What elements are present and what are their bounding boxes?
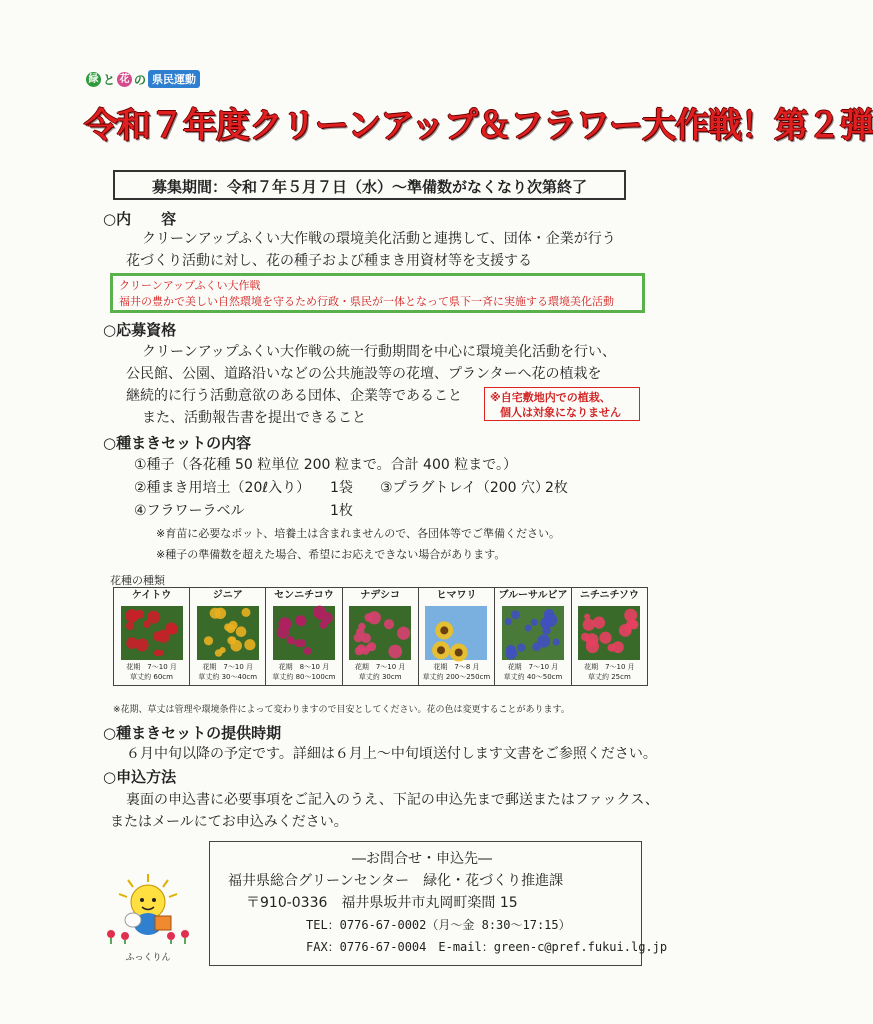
flower-photo bbox=[349, 606, 411, 660]
flower-info bbox=[343, 660, 418, 685]
flower-note: ※花期、草丈は管理や環境条件によって変わりますので目安としてください。花の色は変更することがあります。 bbox=[113, 705, 570, 715]
contact-fax-email[interactable]: FAX：0776-67-0004 E-mail：green-c@pref.fukui.lg.jp bbox=[306, 940, 668, 954]
flower-info bbox=[266, 660, 341, 685]
flower-height: 草丈約 60cm bbox=[130, 673, 173, 681]
shikaku-heading: ○応募資格 bbox=[103, 321, 177, 339]
flower-photo bbox=[425, 606, 487, 660]
badge-box: 県民運動 bbox=[148, 70, 200, 88]
flower-photo bbox=[273, 606, 335, 660]
contact-org: 福井県総合グリーンセンター 緑化・花づくり推進課 bbox=[228, 873, 564, 889]
flower-info bbox=[495, 660, 571, 685]
flower-photo bbox=[121, 606, 183, 660]
flower-name: ニチニチソウ bbox=[579, 590, 639, 601]
cleanup-box-title: クリーンアップふくい大作戦 bbox=[119, 279, 261, 292]
houhou-line-1: 裏面の申込書に必要事項をご記入のうえ、下記の申込先まで郵送またはファックス、 bbox=[126, 792, 659, 808]
flower-height: 草丈約 200～250cm bbox=[422, 673, 491, 681]
eligibility-note-line-1: ※自宅敷地内での植栽、 bbox=[490, 391, 611, 404]
flower-cell bbox=[495, 588, 572, 686]
flower-height: 草丈約 25cm bbox=[587, 673, 631, 681]
badge-text-2: の bbox=[134, 72, 147, 87]
set-item-3-qty: 2枚 bbox=[545, 480, 568, 496]
contact-address: 〒910-0336 福井県坂井市丸岡町楽間 15 bbox=[246, 895, 518, 911]
flower-caption: 花種の種類 bbox=[110, 574, 165, 587]
jiki-text: ６月中旬以降の予定です。詳細は６月上～中旬頃送付します文書をご参照ください。 bbox=[126, 746, 657, 762]
flower-name: ジニア bbox=[212, 590, 243, 601]
flower-cell bbox=[190, 588, 266, 686]
flower-period: 花期 7～10 月 bbox=[507, 663, 559, 671]
flower-info bbox=[419, 660, 495, 685]
flower-photo bbox=[197, 606, 259, 660]
eligibility-note bbox=[484, 387, 640, 421]
flower-name: ケイトウ bbox=[131, 590, 172, 601]
flower-name: ヒマワリ bbox=[436, 590, 477, 601]
flower-name: センニチコウ bbox=[274, 590, 334, 601]
flower-height: 草丈約 40～50cm bbox=[503, 673, 563, 681]
shikaku-line-1: クリーンアップふくい大作戦の統一行動期間を中心に環境美化活動を行い、 bbox=[142, 344, 617, 360]
naiyo-line-2: 花づくり活動に対し、花の種子および種まき用資材等を支援する bbox=[126, 253, 532, 269]
cleanup-box-text: 福井の豊かで美しい自然環境を守るため行政・県民が一体となって県下一斉に実施する環境美化活動 bbox=[119, 295, 614, 308]
shikaku-line-2: 公民館、公園、道路沿いなどの公共施設等の花壇、プランターへ花の植栽を bbox=[126, 366, 602, 382]
set-item-3: ③プラグトレイ（200 穴） bbox=[380, 480, 550, 496]
flower-period: 花期 8～10 月 bbox=[278, 663, 330, 671]
set-item-2-qty: 1袋 bbox=[330, 480, 353, 496]
page-title: 令和７年度クリーンアップ＆フラワー大作戦！第２弾 bbox=[84, 106, 873, 146]
flower-period: 花期 7～10 月 bbox=[126, 663, 177, 671]
badge-text: と bbox=[103, 72, 116, 87]
flower-info bbox=[190, 660, 265, 685]
flower-height: 草丈約 30～40cm bbox=[198, 673, 258, 681]
flower-period: 花期 7～10 月 bbox=[202, 663, 254, 671]
flower-period: 花期 7～8 月 bbox=[433, 663, 480, 671]
naiyo-heading: ○内 容 bbox=[103, 210, 177, 228]
set-item-4: ④フラワーラベル bbox=[134, 503, 245, 519]
mascot-name: ふっくりん bbox=[125, 953, 171, 963]
flower-info bbox=[114, 660, 189, 685]
shikaku-line-4: また、活動報告書を提出できること bbox=[142, 410, 366, 426]
eligibility-note-line-2: 個人は対象になりません bbox=[500, 406, 621, 419]
flower-cell bbox=[418, 588, 495, 686]
contact-box bbox=[209, 841, 668, 966]
flower-cell bbox=[266, 588, 342, 686]
cleanup-definition-box bbox=[110, 273, 645, 313]
set-item-4-qty: 1枚 bbox=[330, 503, 353, 519]
flower-cell bbox=[571, 588, 647, 686]
flower-height: 草丈約 80～100cm bbox=[272, 673, 336, 681]
flower-period: 花期 7～10 月 bbox=[584, 663, 635, 671]
set-note-1: ※育苗に必要なポット、培養土は含まれませんので、各団体等でご準備ください。 bbox=[156, 527, 561, 540]
mascot bbox=[103, 872, 193, 962]
flower-photo bbox=[502, 606, 564, 660]
flower-cell bbox=[114, 588, 190, 686]
set-item-1: ①種子（各花種 50 粒単位 200 粒まで。合計 400 粒まで。） bbox=[134, 457, 517, 473]
naiyo-line-1: クリーンアップふくい大作戦の環境美化活動と連携して、団体・企業が行う bbox=[142, 231, 616, 247]
badge-pink-circle: 花 bbox=[117, 72, 132, 87]
set-item-2: ②種まき用培土（20ℓ入り） bbox=[134, 480, 311, 496]
contact-tel[interactable]: TEL：0776-67-0002（月～金 8:30～17:15） bbox=[306, 918, 571, 932]
houhou-heading: ○申込方法 bbox=[103, 768, 177, 786]
flower-name: ブルーサルビア bbox=[498, 590, 568, 601]
shikaku-line-3: 継続的に行う活動意欲のある団体、企業等であること bbox=[126, 388, 462, 404]
flower-photo bbox=[578, 606, 640, 660]
flower-height: 草丈約 30cm bbox=[358, 673, 402, 681]
campaign-badge bbox=[86, 70, 200, 88]
flower-table bbox=[113, 587, 648, 686]
flower-name: ナデシコ bbox=[360, 590, 401, 601]
jiki-heading: ○種まきセットの提供時期 bbox=[103, 724, 282, 742]
badge-green-circle: 緑 bbox=[86, 72, 101, 87]
recruitment-period: 募集期間：令和７年５月７日（水）～準備数がなくなり次第終了 bbox=[113, 170, 626, 200]
set-heading: ○種まきセットの内容 bbox=[103, 434, 252, 452]
flower-period: 花期 7～10 月 bbox=[354, 663, 406, 671]
mascot-fukkurin-icon bbox=[103, 872, 193, 944]
houhou-line-2: またはメールにてお申込みください。 bbox=[110, 814, 348, 830]
set-note-2: ※種子の準備数を超えた場合、希望にお応えできない場合があります。 bbox=[156, 548, 506, 561]
flower-cell bbox=[342, 588, 418, 686]
contact-title: ―お問合せ・申込先― bbox=[352, 851, 492, 867]
flower-info bbox=[572, 660, 647, 685]
